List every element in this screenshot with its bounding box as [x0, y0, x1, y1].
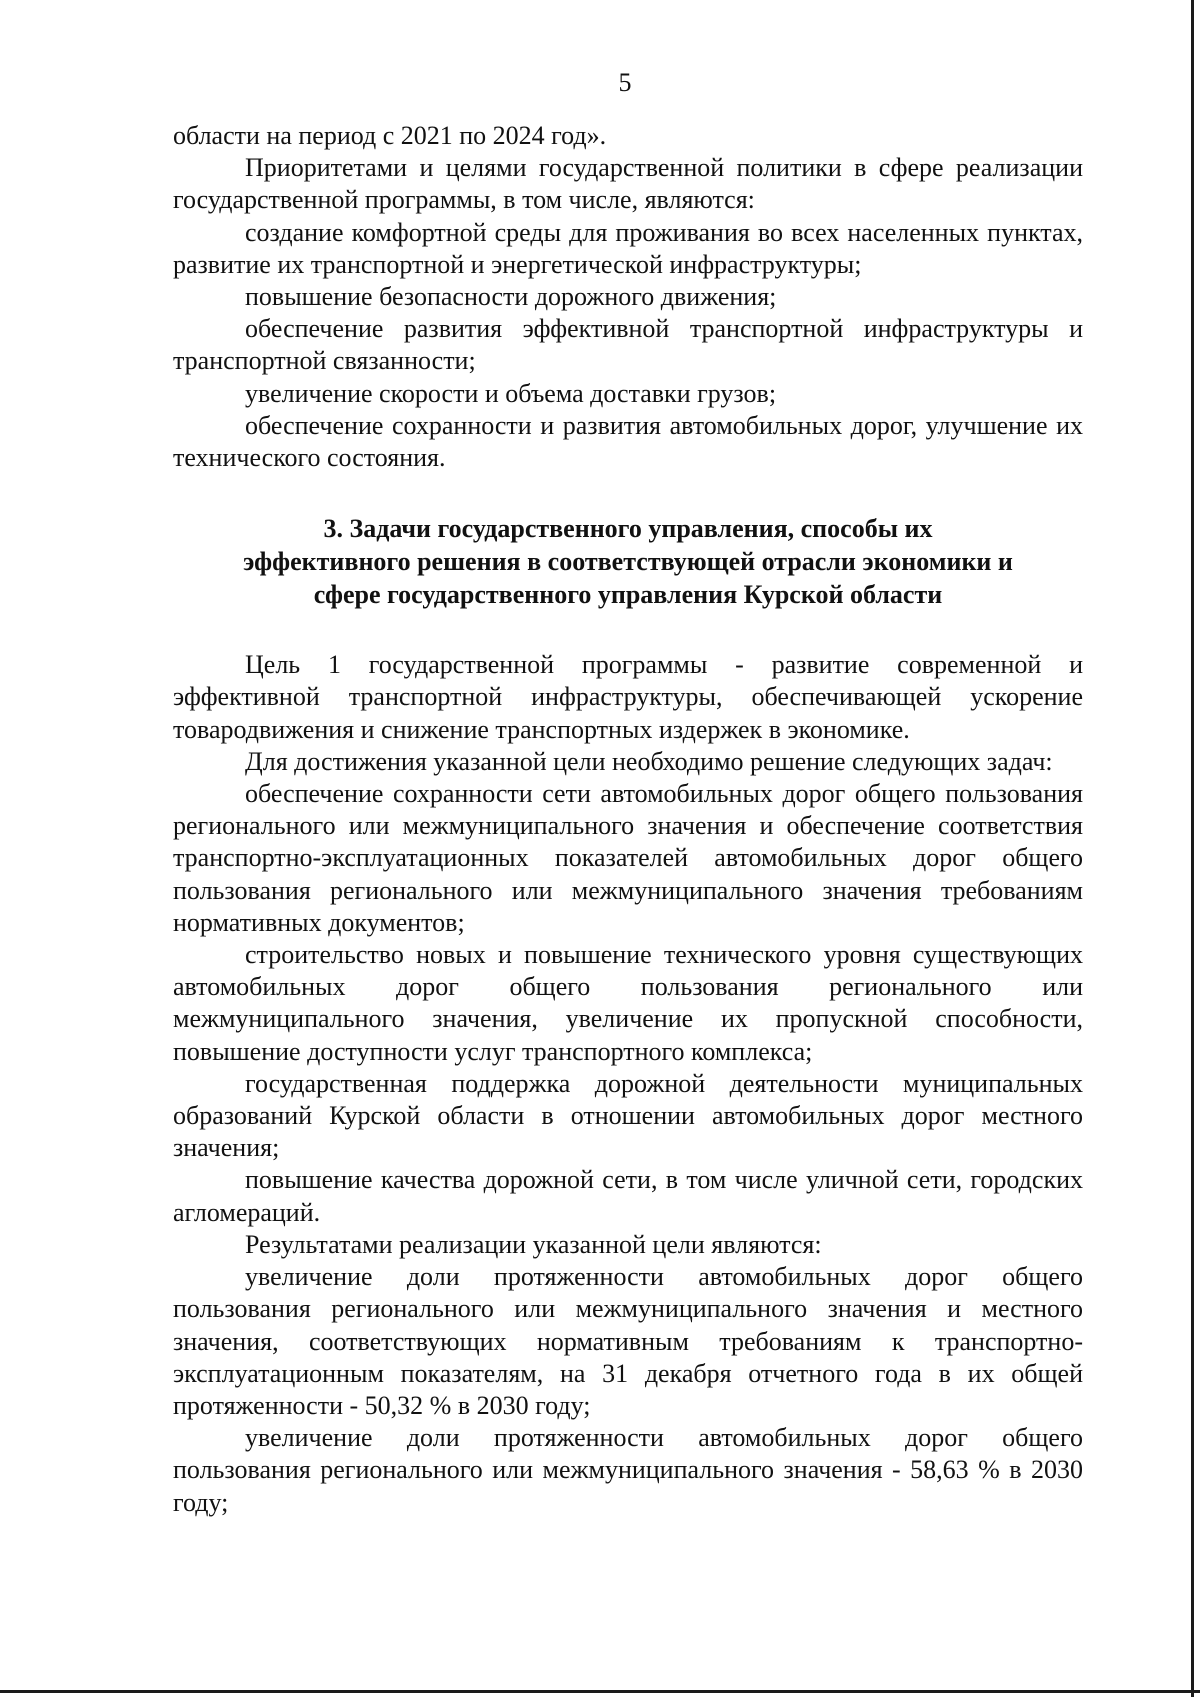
list-item: обеспечение развития эффективной транспортной инфраструктуры и транспортной связанности;: [173, 314, 1083, 376]
list-item: обеспечение сохранности и развития автомобильных дорог, улучшение их технического состояния.: [173, 410, 1083, 473]
section-heading-line: эффективного решения в соответствующей отрасли экономики и: [243, 547, 1013, 577]
list-item: государственная поддержка дорожной деятельности муниципальных образований Курской области в отношении автомобильных дорог местного значения;: [173, 1068, 1083, 1163]
paragraph: области на период с 2021 по 2024 год».: [173, 121, 607, 150]
section-heading-line: 3. Задачи государственного управления, способы их: [323, 514, 933, 544]
list-item: увеличение доли протяженности автомобильных дорог общего пользования регионального или межмуниципального значения - 58,63 % в 2030 году;: [173, 1423, 1083, 1517]
list-item: повышение качества дорожной сети, в том числе уличной сети, городских агломераций.: [173, 1165, 1083, 1227]
list-item: создание комфортной среды для проживания во всех населенных пунктах, развитие их транспортной и энергетической инфраструктуры;: [173, 217, 1083, 279]
paragraph: Результатами реализации указанной цели являются:: [245, 1229, 822, 1259]
scan-edge-bottom: [0, 1690, 1200, 1693]
scan-edge-right: [1191, 0, 1194, 1697]
paragraph: Для достижения указанной цели необходимо решение следующих задач:: [245, 746, 1053, 776]
list-item: обеспечение сохранности сети автомобильных дорог общего пользования регионального или межмуниципального значения и обеспечение соответствия транспортно-эксплуатационных показателей автомобильных дорог общего пользования регионального или межмуниципального значения требованиям нормативных документов;: [173, 779, 1083, 937]
list-item: повышение безопасности дорожного движения;: [245, 282, 777, 312]
paragraphs-top: [173, 120, 1083, 474]
paragraph: Приоритетами и целями государственной политики в сфере реализации государственной программы, в том числе, являются:: [173, 153, 1083, 215]
section-heading-line: сфере государственного управления Курской области: [313, 580, 943, 610]
document-body: [173, 120, 1083, 1519]
list-item: увеличение скорости и объема доставки грузов;: [245, 378, 777, 408]
section-heading: [173, 512, 1083, 611]
paragraph: Цель 1 государственной программы - развитие современной и эффективной транспортной инфраструктуры, обеспечивающей ускорение товародвижения и снижение транспортных издержек в экономике.: [173, 650, 1083, 744]
list-item: увеличение доли протяженности автомобильных дорог общего пользования регионального или межмуниципального значения и местного значения, соответствующих нормативным требованиям к транспортно-эксплуатационным показателям, на 31 декабря отчетного года в их общей протяженности - 50,32 % в 2030 году;: [173, 1262, 1083, 1420]
paragraphs-bottom: [173, 649, 1083, 1518]
list-item: строительство новых и повышение технического уровня существующих автомобильных дорог общего пользования регионального или межмуниципального значения, увеличение их пропускной способности, повышение доступности услуг транспортного комплекса;: [173, 940, 1083, 1066]
page-number: 5: [618, 68, 632, 97]
